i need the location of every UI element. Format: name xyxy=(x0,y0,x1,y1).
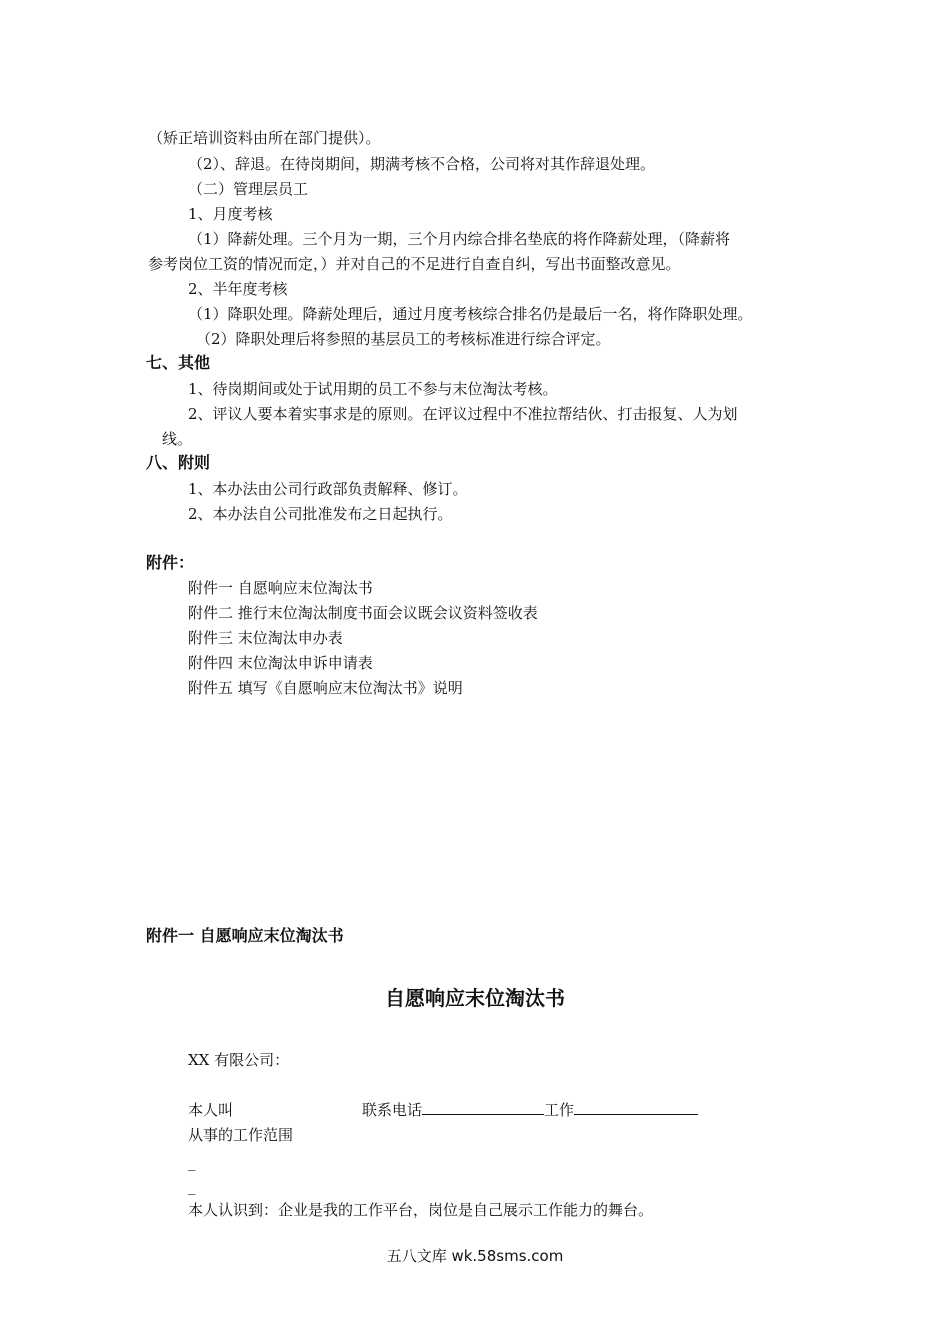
annex-1-heading: 附件一 自愿响应末位淘汰书 xyxy=(146,926,344,945)
scope-label: 从事的工作范围 xyxy=(188,1126,294,1144)
addressee: XX 有限公司： xyxy=(188,1051,290,1069)
attachment-item: 附件一 自愿响应末位淘汰书 xyxy=(188,579,373,597)
body-line-7: 2、半年度考核 xyxy=(188,280,288,298)
work-blank xyxy=(574,1100,698,1115)
attachment-item: 附件四 末位淘汰申诉申请表 xyxy=(188,654,373,672)
annex-1-title: 自愿响应末位淘汰书 xyxy=(385,986,565,1010)
body-line-4: 1、月度考核 xyxy=(188,205,273,223)
body-line-3: （二）管理层员工 xyxy=(188,180,309,198)
body-line-9: （2）降职处理后将参照的基层员工的考核标准进行综合评定。 xyxy=(196,330,611,348)
phone-label: 联系电话 xyxy=(362,1101,423,1119)
section-7-heading: 七、其他 xyxy=(146,353,211,372)
section-7-item-2: 2、评议人要本着实事求是的原则。在评议过程中不准拉帮结伙、打击报复、人为划 xyxy=(188,405,738,423)
section-7-item-2-cont: 线。 xyxy=(162,430,193,448)
attachment-item: 附件二 推行末位淘汰制度书面会议既会议资料签收表 xyxy=(188,604,538,622)
section-7-item-1: 1、待岗期间或处于试用期的员工不参与末位淘汰考核。 xyxy=(188,380,558,398)
section-8-item-2: 2、本办法自公司批准发布之日起执行。 xyxy=(188,505,453,523)
attachments-heading: 附件： xyxy=(146,553,195,572)
footer-watermark: 五八文库 wk.58sms.com xyxy=(386,1247,564,1265)
phone-field xyxy=(362,1100,698,1120)
attachment-item: 附件五 填写《自愿响应末位淘汰书》说明 xyxy=(188,679,463,697)
body-line-2: （2）、辞退。在待岗期间，期满考核不合格，公司将对其作辞退处理。 xyxy=(188,155,656,173)
statement-line: 本人认识到：企业是我的工作平台，岗位是自己展示工作能力的舞台。 xyxy=(188,1201,654,1219)
body-line-6: 参考岗位工资的情况而定，）并对自己的不足进行自查自纠，写出书面整改意见。 xyxy=(148,255,681,273)
name-label: 本人叫 xyxy=(188,1101,234,1119)
phone-blank xyxy=(422,1100,544,1115)
body-line-5: （1）降薪处理。三个月为一期，三个月内综合排名垫底的将作降薪处理，（降薪将 xyxy=(188,230,731,248)
attachment-item: 附件三 末位淘汰申办表 xyxy=(188,629,343,647)
work-label: 工作 xyxy=(544,1101,575,1119)
blank-line-2: _ xyxy=(188,1177,196,1195)
blank-line-1: _ xyxy=(188,1153,196,1171)
body-line-1: （矫正培训资料由所在部门提供）。 xyxy=(148,129,381,147)
section-8-heading: 八、附则 xyxy=(146,453,211,472)
section-8-item-1: 1、本办法由公司行政部负责解释、修订。 xyxy=(188,480,468,498)
body-line-8: （1）降职处理。降薪处理后，通过月度考核综合排名仍是最后一名，将作降职处理。 xyxy=(188,305,753,323)
